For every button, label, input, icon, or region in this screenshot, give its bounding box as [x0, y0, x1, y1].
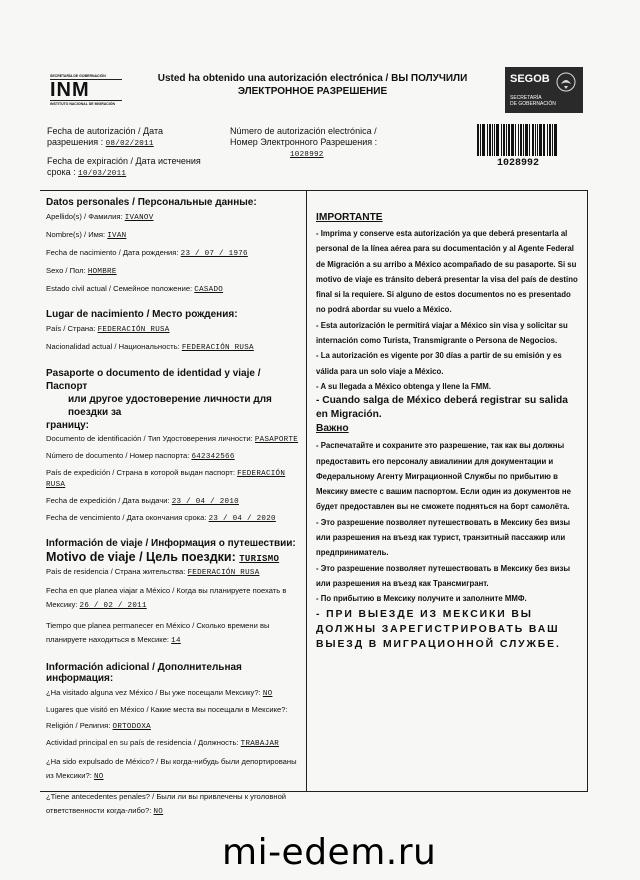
criminal-label: ¿Tiene antecedentes penales? / Были ли вы привлечены к уголовной	[46, 792, 287, 801]
important-p5: - Cuando salga de México deberá registrar su salida en Migración.	[316, 395, 568, 421]
important-r4: - По прибытию в Мексику получите и заполните ММФ.	[316, 594, 527, 604]
activity-value: TRABAJAR	[240, 740, 280, 748]
issue-country-value-cont: RUSA	[46, 481, 66, 489]
auth-date-label-cont: разрешения :	[47, 137, 104, 147]
passport-heading-line3: границу:	[46, 420, 89, 431]
left-column	[46, 197, 302, 819]
expiry-date-label: Fecha de vencimiento / Дата окончания срока:	[46, 513, 207, 522]
nationality-label: Nacionalidad actual / Национальность:	[46, 342, 180, 351]
issue-date-label: Fecha de expedición / Дата выдачи:	[46, 496, 170, 505]
auth-number-value: 1028992	[290, 151, 324, 159]
expiry-date-value: 23 / 04 / 2020	[208, 515, 276, 523]
places-label: Lugares que visitó en México / Какие места вы посещали в Мексике?:	[46, 705, 288, 714]
arrival-label: Fecha en que planea viajar a México / Когда вы планируете поехать в	[46, 586, 287, 595]
doc-number-value: 642342566	[191, 453, 235, 461]
page-title-line2: ЭЛЕКТРОННОЕ РАЗРЕШЕНИЕ	[237, 86, 388, 97]
name-label: Nombre(s) / Имя:	[46, 230, 106, 239]
dob-label: Fecha de nacimiento / Дата рождения:	[46, 248, 179, 257]
segob-logo-line1: SECRETARÍA	[510, 95, 542, 101]
personal-heading: Datos personales / Персональные данные:	[46, 197, 257, 208]
segob-logo-name: SEGOB	[510, 73, 550, 85]
segob-logo-line2: DE GOBERNACIÓN	[510, 101, 556, 107]
activity-label: Actividad principal en su país de residencia / Должность:	[46, 738, 239, 747]
important-heading: IMPORTANTE	[316, 212, 383, 223]
deported-label: ¿Ha sido expulsado de México? / Вы когда-нибудь были депортированы	[46, 757, 297, 766]
arrival-value: 26 / 02 / 2011	[79, 602, 147, 610]
visited-label: ¿Ha visitado alguna vez México / Вы уже посещали Мексику?:	[46, 688, 261, 697]
important-heading-ru: Важно	[316, 423, 349, 435]
important-r2: - Это разрешение позволяет путешествовать в Мексику без визы или разрешения на въезд как турист, транзитный пассажир или предприниматель.	[316, 517, 571, 558]
dob-value: 23 / 07 / 1976	[180, 250, 248, 258]
barcode	[477, 124, 558, 156]
watermark: mi-edem.ru	[222, 832, 437, 873]
stay-value: 14	[171, 637, 181, 645]
criminal-label-cont: ответственности когда-либо?:	[46, 806, 152, 815]
issue-country-label: País de expedición / Страна в которой выдан паспорт:	[46, 468, 236, 477]
visited-value: NO	[262, 690, 273, 698]
civil-value: CASADO	[194, 286, 224, 294]
important-p2: - Esta autorización le permitirá viajar a México sin visa y solicitar su internación como Turista, Transmigrante o Persona de Negocios.	[316, 320, 568, 346]
segob-logo	[505, 67, 583, 113]
important-r1: - Распечатайте и сохраните это разрешение, так как вы должны предоставить его персоналу авиалинии для документации и Федеральному Агенту Миграционной Службы по прибытию в Мексику вместе с вашим паспортом. Если один из документов не будет предоставлен вы не сможете подняться на борт самолёта.	[316, 441, 571, 512]
column-divider	[306, 190, 307, 792]
birth-country-label: País / Страна:	[46, 324, 96, 333]
auth-date-block	[47, 126, 163, 150]
important-p4: - A su llegada a México obtenga y llene la FMM.	[316, 381, 491, 391]
arrival-label-cont: Мексику:	[46, 600, 78, 609]
auth-number-label-cont: Номер Электронного Разрешения :	[230, 137, 378, 147]
auth-number-label: Número de autorización electrónica /	[230, 126, 377, 136]
passport-heading-line1: Pasaporte o documento de identidad y viaje / Паспорт	[46, 368, 261, 392]
exp-date-label-cont: срока :	[47, 167, 76, 177]
additional-heading: Información adicional / Дополнительная информация:	[46, 662, 242, 684]
stay-label: Tiempo que planea permanecer en México / Сколько времени вы	[46, 621, 270, 630]
right-border	[587, 190, 588, 792]
nationality-value: FEDERACIÓN RUSA	[181, 344, 254, 352]
religion-label: Religión / Религия:	[46, 721, 111, 730]
auth-date-value: 08/02/2011	[105, 140, 154, 148]
religion-value: ORTODOXA	[112, 723, 151, 731]
purpose-value: TURISMO	[239, 554, 280, 564]
residence-value: FEDERACIÓN RUSA	[187, 569, 260, 577]
passport-heading	[46, 367, 302, 432]
surname-value: IVANOV	[124, 214, 154, 222]
criminal-value: NO	[153, 808, 164, 816]
inm-logo	[50, 74, 122, 106]
barcode-number: 1028992	[497, 158, 540, 169]
birth-country-value: FEDERACIÓN RUSA	[97, 326, 170, 334]
inm-logo-top-text: SECRETARÍA DE GOBERNACIÓN	[50, 74, 122, 80]
auth-number-block	[230, 126, 377, 161]
right-column	[316, 211, 578, 652]
issue-country-value: FEDERACIÓN	[237, 470, 286, 478]
passport-heading-line2: или другое удостоверение личности для поездки за	[68, 394, 272, 418]
sex-label: Sexo / Пол:	[46, 266, 86, 275]
auth-date-label: Fecha de autorización / Дата	[47, 126, 163, 136]
deported-value: NO	[93, 773, 104, 781]
important-p3: - La autorización es vigente por 30 días a partir de su emisión y es válida para un solo viaje a México.	[316, 351, 562, 376]
top-divider	[40, 190, 588, 191]
important-r3: - Это разрешение позволяет путешествовать в Мексику без визы или разрешения на въезд как Трансмигрант.	[316, 563, 571, 588]
stay-label-cont: планируете находиться в Мексике:	[46, 635, 170, 644]
name-value: IVAN	[107, 232, 127, 240]
page-title	[130, 72, 495, 98]
residence-label: País de residencia / Страна жительства:	[46, 567, 186, 576]
surname-label: Apellido(s) / Фамилия:	[46, 212, 123, 221]
eagle-emblem-icon	[555, 71, 577, 93]
inm-logo-bottom-text: INSTITUTO NACIONAL DE MIGRACIÓN	[50, 100, 122, 106]
page-title-line1: Usted ha obtenido una autorización electrónica / ВЫ ПОЛУЧИЛИ	[157, 73, 468, 84]
civil-label: Estado civil actual / Семейное положение:	[46, 284, 193, 293]
inm-logo-letters: INM	[50, 79, 90, 101]
birthplace-heading: Lugar de nacimiento / Место рождения:	[46, 309, 238, 320]
doc-type-label: Documento de identificación / Тип Удостоверения личности:	[46, 434, 253, 443]
exp-date-value: 10/03/2011	[78, 170, 127, 178]
exp-date-block	[47, 156, 201, 180]
deported-label-cont: из Мексики?:	[46, 771, 92, 780]
issue-date-value: 23 / 04 / 2010	[171, 498, 239, 506]
doc-number-label: Número de documento / Номер паспорта:	[46, 451, 190, 460]
exp-date-label: Fecha de expiración / Дата истечения	[47, 156, 201, 166]
important-p1: - Imprima y conserve esta autorización ya que deberá presentarla al personal de la línea aérea para su documentación y al Agente Federal de Migración a su arribo a México acompañado de su pasaporte. Si su motivo de viaje es tránsito deberá presentar la visa del país de destino final si la requiere. Si alguno de estos documentos no es presentado no podrá abordar su vuelo a México.	[316, 229, 578, 315]
doc-type-value: PASAPORTE	[254, 436, 299, 444]
sex-value: HOMBRE	[87, 268, 117, 276]
important-r5: - ПРИ ВЫЕЗДЕ ИЗ МЕКСИКИ ВЫ ДОЛЖНЫ ЗАРЕГИСТРИРОВАТЬ ВАШ ВЫЕЗД В МИГРАЦИОННОЙ СЛУЖБЕ.	[316, 608, 561, 650]
purpose-label: Motivo de viaje / Цель поездки:	[46, 550, 236, 564]
travel-heading: Información de viaje / Информация о путешествии:	[46, 538, 296, 549]
